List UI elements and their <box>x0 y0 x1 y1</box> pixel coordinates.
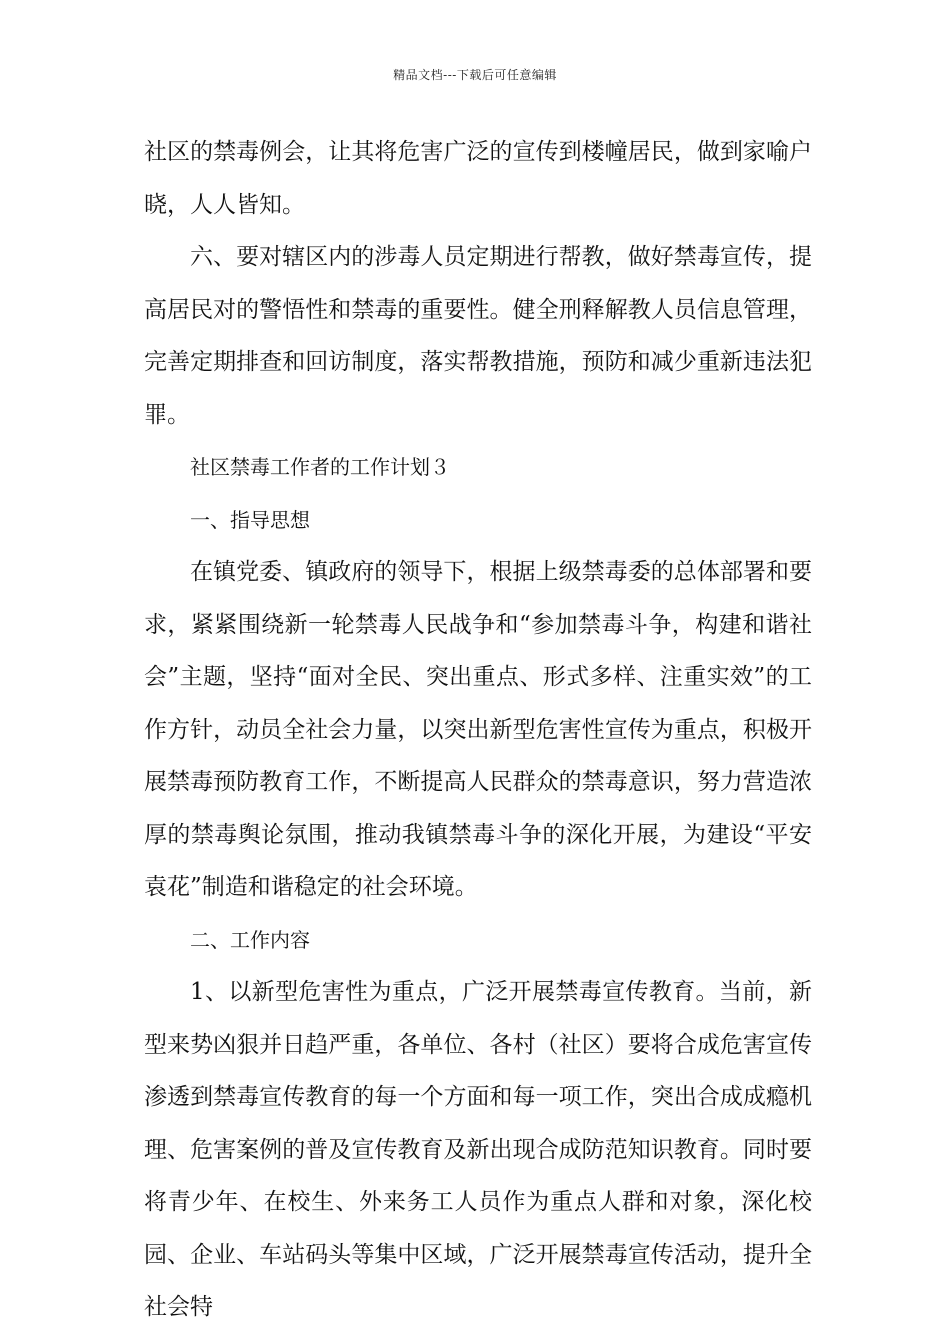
heading-guiding-ideology: 一、指导思想 <box>190 507 310 532</box>
heading-work-content: 二、工作内容 <box>190 927 310 952</box>
paragraph-item-six: 六、要对辖区内的涉毒人员定期进行帮教，做好禁毒宣传，提高居民对的警悟性和禁毒的重要性。健全刑释解教人员信息管理，完善定期排查和回访制度，落实帮教措施，预防和减少重新违法犯罪。 <box>144 244 812 428</box>
paragraph-work-content-1: 1、以新型危害性为重点，广泛开展禁毒宣传教育。当前，新型来势凶狠并日趋严重，各单位、各村（社区）要将合成危害宣传渗透到禁毒宣传教育的每一个方面和每一项工作，突出合成成瘾机理、危害案例的普及宣传教育及新出现合成防范知识教育。同时要将青少年、在校生、外来务工人员作为重点人群和对象，深化校园、企业、车站码头等集中区域，广泛开展禁毒宣传活动，提升全社会特 <box>144 979 812 1320</box>
paragraph-guiding-ideology: 在镇党委、镇政府的领导下，根据上级禁毒委的总体部署和要求，紧紧围绕新一轮禁毒人民战争和“参加禁毒斗争，构建和谐社会”主题，坚持“面对全民、突出重点、形式多样、注重实效”的工作方针，动员全社会力量，以突出新型危害性宣传为重点，积极开展禁毒预防教育工作，不断提高人民群众的禁毒意识，努力营造浓厚的禁毒舆论氛围，推动我镇禁毒斗争的深化开展，为建设“平安袁花”制造和谐稳定的社会环境。 <box>144 559 812 900</box>
document-body <box>144 126 812 1334</box>
page-header: 精品文档---下载后可任意编辑 <box>393 68 557 82</box>
section-title: 社区禁毒工作者的工作计划３ <box>190 455 450 479</box>
paragraph-continuation: 社区的禁毒例会，让其将危害广泛的宣传到楼幢居民，做到家喻户晓，人人皆知。 <box>144 139 812 218</box>
